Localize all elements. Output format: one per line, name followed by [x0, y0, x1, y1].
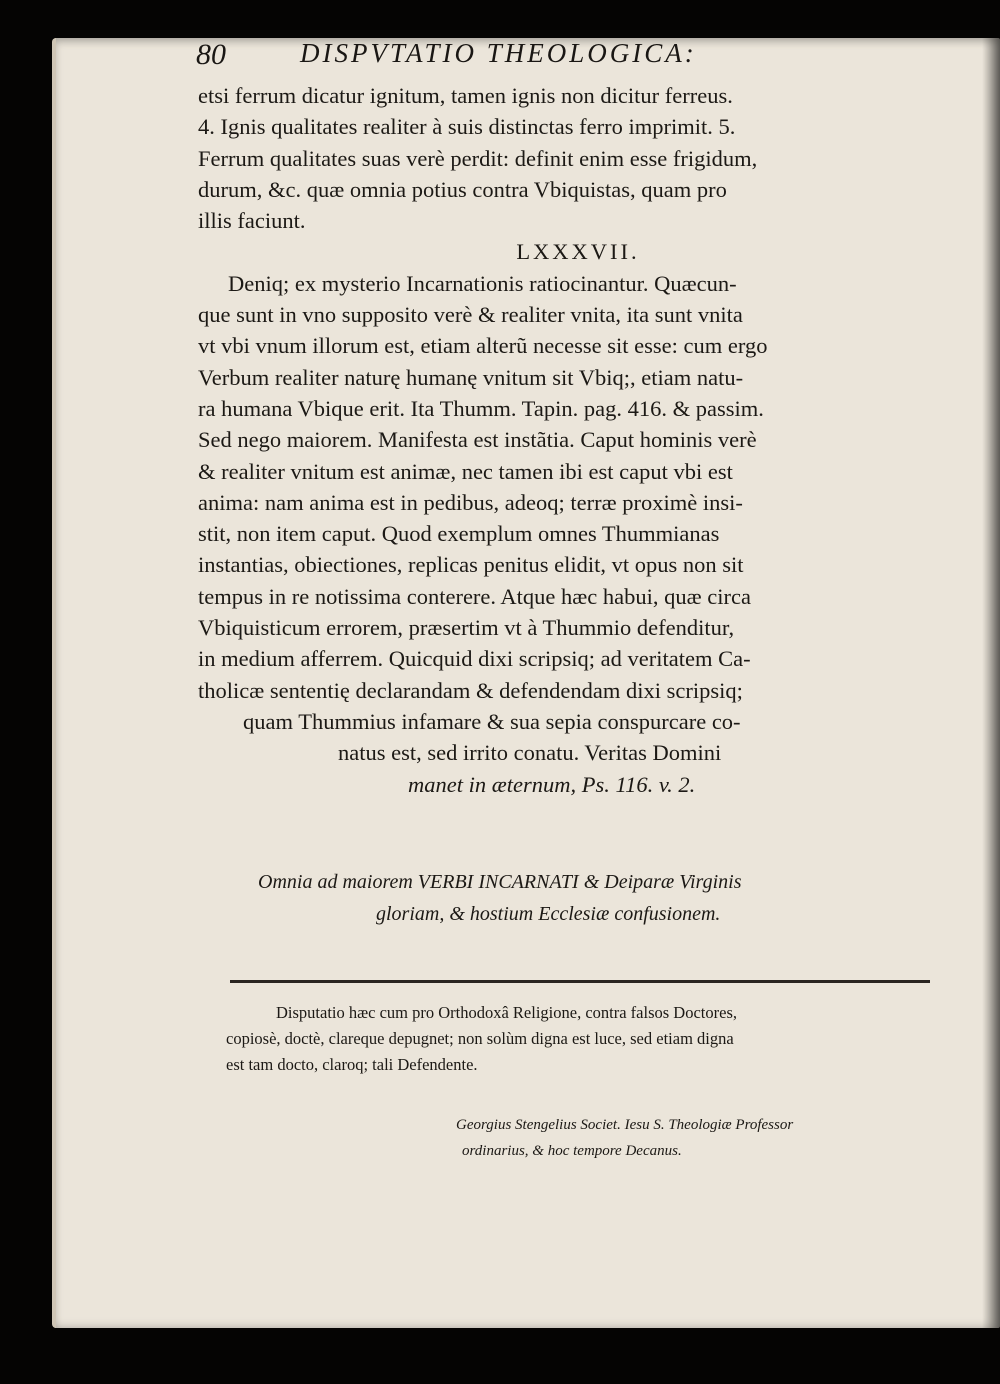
- text-line: tholicæ sententię declarandam & defendendam dixi scripsiq;: [198, 677, 743, 703]
- text-line: vt vbi vnum illorum est, etiam alterũ necesse sit esse: cum ergo: [198, 333, 768, 359]
- text-line: stit, non item caput. Quod exemplum omnes Thummianas: [198, 521, 720, 547]
- text-line: illis faciunt.: [198, 208, 306, 234]
- body-text: [198, 80, 918, 800]
- text-line: instantias, obiectiones, replicas penitus elidit, vt opus non sit: [198, 552, 744, 578]
- dedication-line: gloriam, & hostium Ecclesiæ confusionem.: [376, 903, 721, 925]
- signature: [456, 1112, 916, 1164]
- text-line: Verbum realiter naturę humanę vnitum sit Vbiq;, etiam natu-: [198, 364, 744, 390]
- dedication: [258, 866, 918, 930]
- approval-line: copiosè, doctè, clareque depugnet; non solùm digna est luce, sed etiam digna: [226, 1029, 734, 1048]
- running-head: DISPVTATIO THEOLOGICA:: [300, 38, 697, 68]
- dedication-line: Omnia ad maiorem VERBI INCARNATI & Deiparæ Virginis: [258, 871, 742, 893]
- approval-note: [226, 1000, 926, 1078]
- text-line: ra humana Vbique erit. Ita Thumm. Tapin. pag. 416. & passim.: [198, 395, 764, 421]
- text-line: anima: nam anima est in pedibus, adeoq; terræ proximè insi-: [198, 489, 743, 515]
- text-line: natus est, sed irrito conatu. Veritas Domini: [338, 740, 722, 766]
- approval-line: Disputatio hæc cum pro Orthodoxâ Religione, contra falsos Doctores,: [276, 1003, 737, 1022]
- text-line: 4. Ignis qualitates realiter à suis distinctas ferro imprimit. 5.: [198, 114, 736, 140]
- section-number: LXXXVII.: [516, 239, 640, 265]
- text-line: tempus in re notissima conterere. Atque hæc habui, quæ circa: [198, 583, 751, 609]
- page-header: [196, 38, 896, 78]
- signature-line: Georgius Stengelius Societ. Iesu S. Theologiæ Professor: [456, 1117, 794, 1133]
- text-line: Sed nego maiorem. Manifesta est instãtia. Caput hominis verè: [198, 427, 757, 453]
- text-line: Deniq; ex mysterio Incarnationis ratiocinantur. Quæcun-: [228, 270, 737, 296]
- text-line: durum, &c. quæ omnia potius contra Vbiquistas, quam pro: [198, 176, 727, 202]
- page-number: 80: [196, 38, 226, 71]
- text-line: & realiter vnitum est animæ, nec tamen ibi est caput vbi est: [198, 458, 733, 484]
- text-line: manet in æternum, Ps. 116. v. 2.: [408, 771, 696, 797]
- divider-rule: [230, 980, 930, 983]
- text-line: Ferrum qualitates suas verè perdit: definit enim esse frigidum,: [198, 145, 758, 171]
- approval-line: est tam docto, claroq; tali Defendente.: [226, 1055, 478, 1074]
- text-line: que sunt in vno supposito verè & realiter vnita, ita sunt vnita: [198, 302, 743, 328]
- text-line: in medium afferrem. Quicquid dixi scripsiq; ad veritatem Ca-: [198, 646, 751, 672]
- text-line: Vbiquisticum errorem, præsertim vt à Thummio defenditur,: [198, 615, 735, 641]
- page-edge-shadow: [982, 38, 1000, 1328]
- text-line: etsi ferrum dicatur ignitum, tamen ignis non dicitur ferreus.: [198, 83, 733, 108]
- text-line: quam Thummius infamare & sua sepia conspurcare co-: [243, 708, 741, 734]
- signature-line: ordinarius, & hoc tempore Decanus.: [462, 1143, 682, 1159]
